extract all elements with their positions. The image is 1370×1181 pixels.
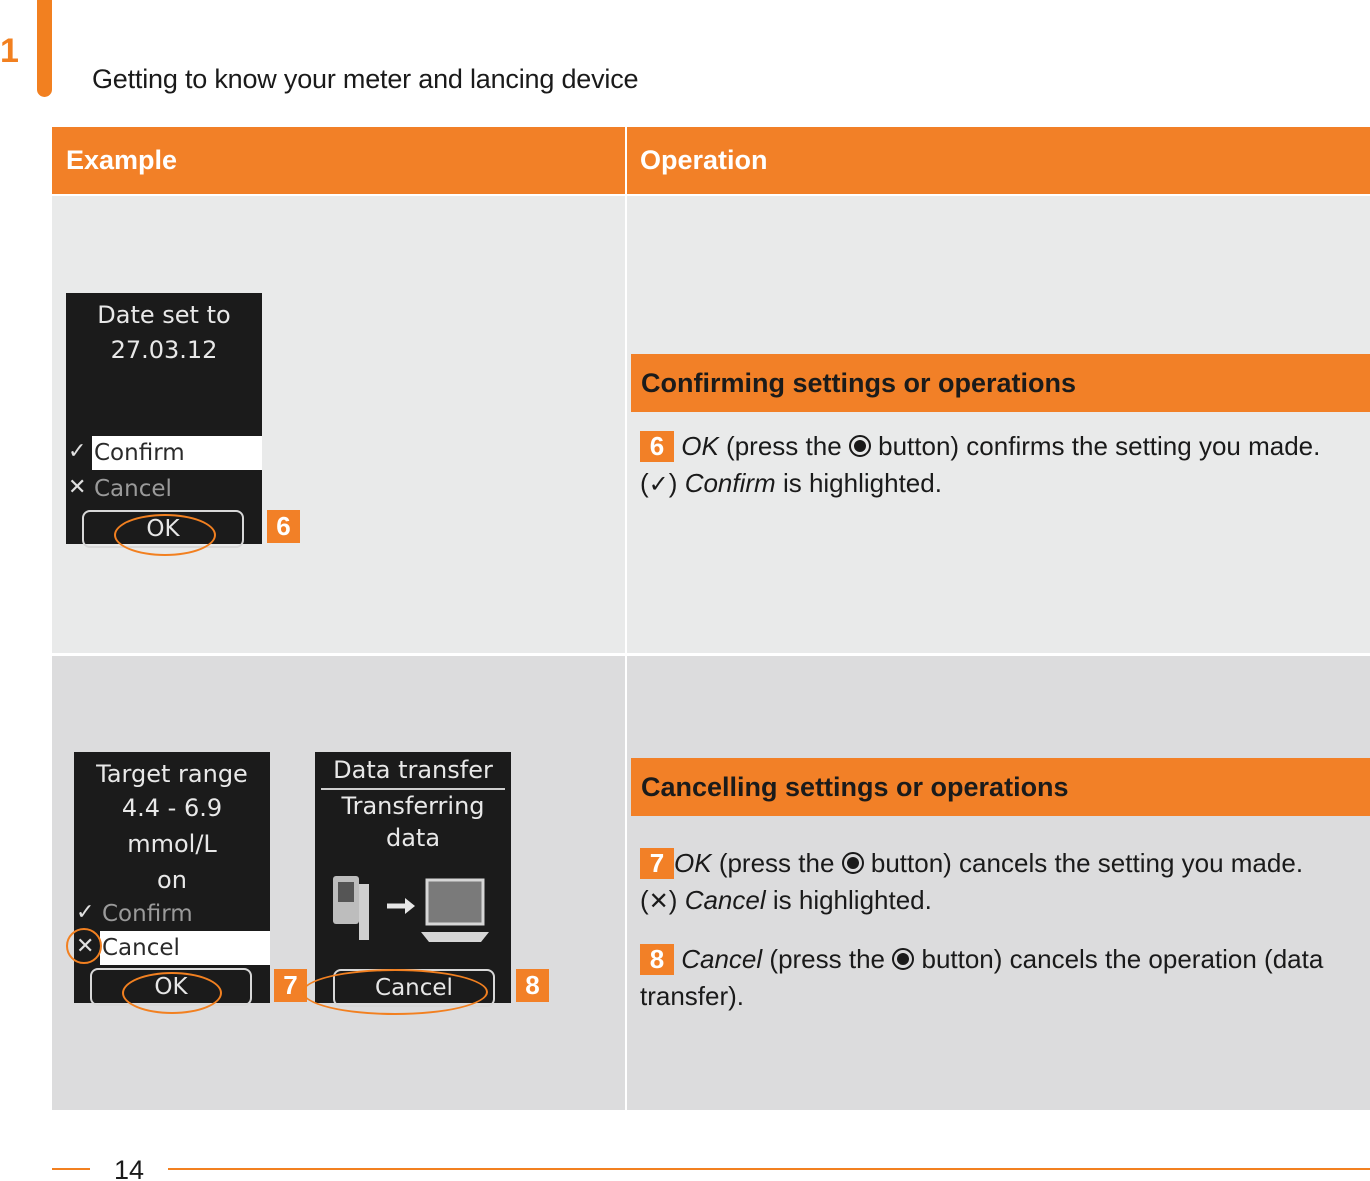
- item-text: button) cancels the setting you made.: [870, 848, 1304, 878]
- divider: [321, 788, 505, 790]
- option-confirm: Confirm: [92, 436, 262, 470]
- cross-icon: ✕: [648, 888, 669, 915]
- screen-line: Target range: [96, 760, 248, 788]
- column-divider: [625, 656, 627, 1110]
- screen-line: 4.4 - 6.9: [121, 794, 223, 822]
- item-text: (press the: [769, 944, 886, 974]
- column-header-operation: Operation: [640, 145, 768, 175]
- table-row-confirm: [52, 196, 1370, 653]
- screen-badge: 6: [267, 510, 300, 543]
- screen-badge: 7: [274, 969, 307, 1002]
- item-sub-text: is highlighted.: [772, 885, 932, 915]
- highlight-ring: [122, 972, 222, 1014]
- operation-item: [640, 428, 1360, 502]
- page-number: 14: [114, 1155, 145, 1181]
- table-row-cancel: [52, 656, 1370, 1110]
- column-divider: [625, 196, 627, 653]
- softkey-ok: OK: [82, 510, 244, 548]
- option-confirm: Confirm: [102, 901, 193, 927]
- section-title-cancel: Cancelling settings or operations: [631, 758, 1370, 816]
- check-icon: ✓: [76, 900, 95, 925]
- check-icon: ✓: [648, 471, 669, 498]
- chapter-number: 1: [0, 32, 19, 70]
- cross-icon: ✕: [76, 934, 95, 959]
- meter-to-computer-icon: [329, 870, 499, 950]
- item-badge: 7: [640, 848, 674, 879]
- item-key: OK: [681, 431, 719, 461]
- screen-line: on: [157, 866, 187, 894]
- column-header-example: Example: [66, 145, 178, 175]
- softkey-ok: OK: [90, 968, 252, 1006]
- footer-rule-left: [52, 1168, 90, 1170]
- item-text: (press the: [726, 431, 842, 461]
- item-text: button) confirms the setting you made.: [878, 431, 1321, 461]
- highlight-ring-cross: [66, 928, 102, 964]
- item-sub-key: Cancel: [684, 885, 766, 915]
- footer-rule-right: [168, 1168, 1370, 1170]
- highlight-ring: [114, 514, 216, 556]
- check-icon: ✓: [68, 439, 87, 464]
- running-title: Getting to know your meter and lancing device: [92, 64, 639, 94]
- softkey-cancel: Cancel: [333, 969, 495, 1007]
- operation-item: [640, 941, 1350, 1015]
- column-divider: [625, 127, 627, 194]
- screen-badge: 8: [516, 969, 549, 1002]
- item-text: (press the: [718, 848, 835, 878]
- item-sub-paren: ): [668, 468, 678, 498]
- item-sub-paren: ): [668, 885, 678, 915]
- chapter-marker-bar: [37, 0, 52, 97]
- round-button-icon: [892, 948, 914, 970]
- screen-line: data: [385, 824, 441, 852]
- cross-icon: ✕: [68, 475, 87, 500]
- item-key: Cancel: [681, 944, 763, 974]
- meter-screen-target-range: [74, 752, 270, 1003]
- screen-line: Date set to: [97, 301, 231, 329]
- round-button-icon: [842, 852, 864, 874]
- section-title-confirm: Confirming settings or operations: [631, 354, 1370, 412]
- operation-item: [640, 845, 1360, 919]
- operation-table: [52, 127, 1370, 1110]
- option-cancel: Cancel: [100, 931, 270, 965]
- item-key: OK: [674, 848, 712, 878]
- item-sub-key: Confirm: [684, 468, 776, 498]
- meter-screen-data-transfer: [315, 752, 511, 1003]
- screen-line: Data transfer: [333, 756, 493, 784]
- item-text: button) cancels the operation (data transfer).: [640, 944, 1324, 1011]
- item-badge: 6: [640, 431, 674, 462]
- meter-screen-date-set: [66, 293, 262, 544]
- item-sub-text: is highlighted.: [782, 468, 942, 498]
- screen-line: 27.03.12: [110, 336, 218, 364]
- item-badge: 8: [640, 944, 674, 975]
- screen-line: mmol/L: [127, 830, 217, 858]
- highlight-ring: [302, 969, 488, 1015]
- option-cancel: Cancel: [94, 476, 172, 502]
- screen-line: Transferring: [341, 792, 485, 820]
- table-header: [52, 127, 1370, 194]
- item-sub-paren: (: [640, 885, 649, 915]
- item-sub-paren: (: [640, 468, 649, 498]
- round-button-icon: [849, 435, 871, 457]
